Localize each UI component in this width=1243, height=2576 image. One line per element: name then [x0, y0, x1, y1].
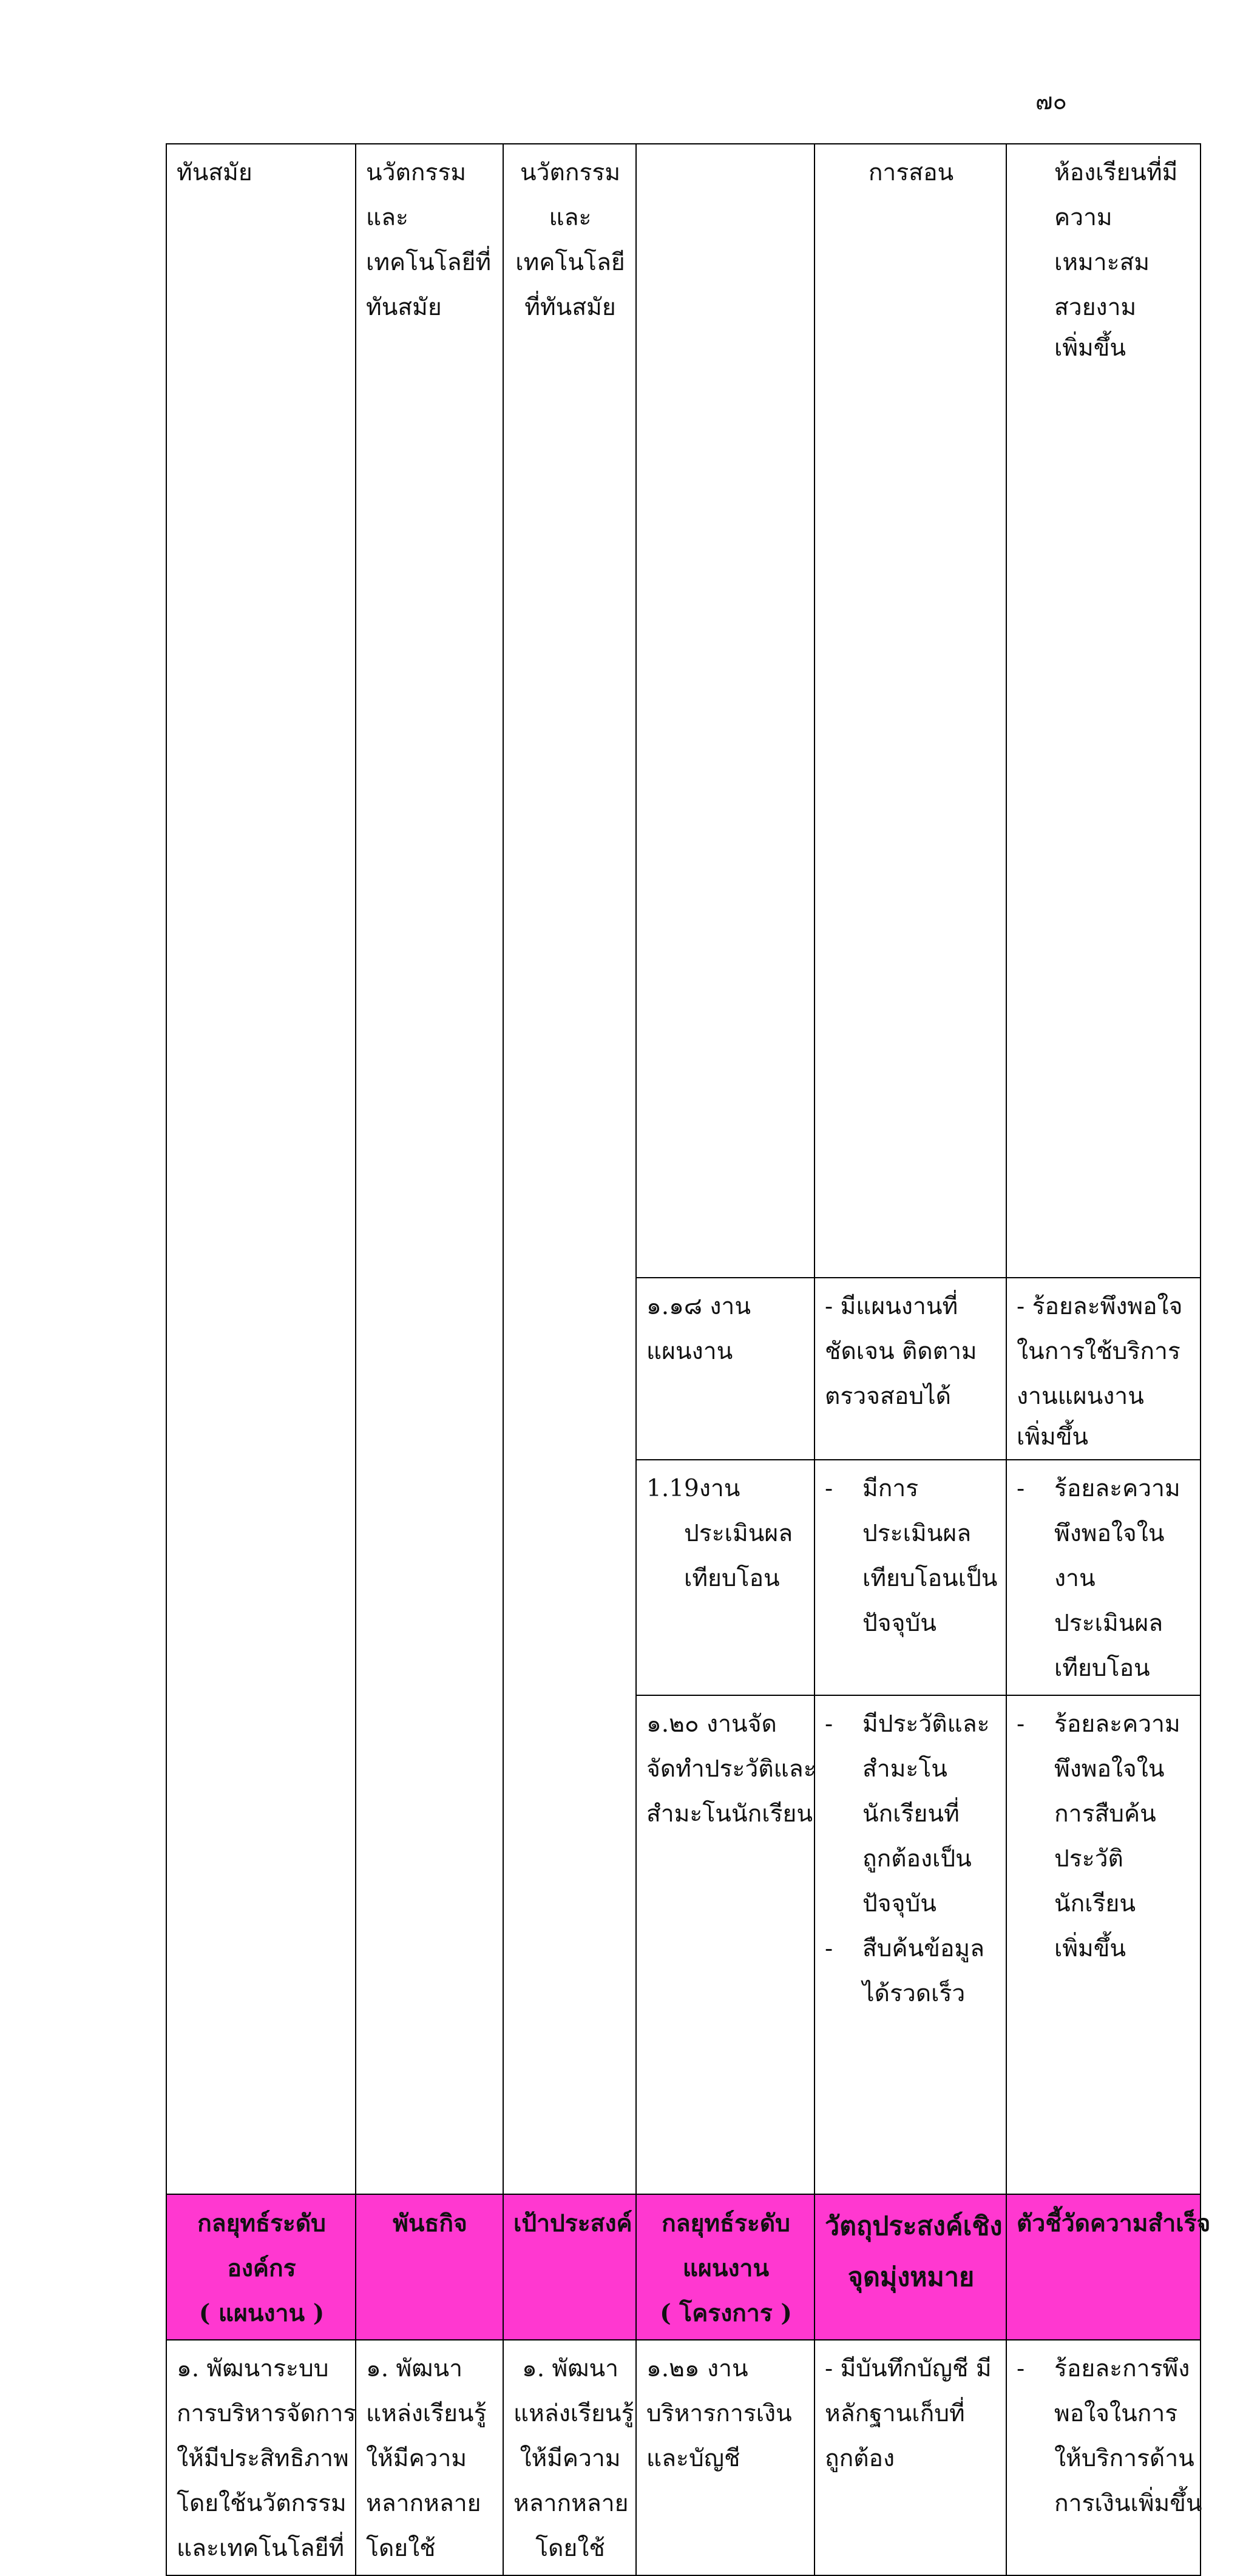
- cell-line: แผนงาน: [646, 1338, 733, 1365]
- header-mission: [356, 2194, 503, 2340]
- cell-line: พอใจในการ: [1054, 2400, 1178, 2427]
- cell-line: แหล่งเรียนรู้: [366, 2400, 487, 2427]
- strategy-plan-table: [166, 143, 1211, 2576]
- cell-line: ประวัติ: [1054, 1845, 1123, 1873]
- cell-line: โดยใช้นวัตกรรม: [177, 2490, 347, 2517]
- cell-line: ให้มีประสิทธิภาพ: [177, 2445, 349, 2472]
- cell-line: นวัตกรรม: [520, 159, 621, 186]
- cell-line: มีประวัติและ: [862, 1710, 990, 1738]
- cell-line: การเงินเพิ่มขึ้น: [1054, 2490, 1202, 2517]
- cell-line: ให้มีความ: [520, 2445, 621, 2472]
- target-cell: [815, 144, 1006, 1278]
- cell-line: จัดทำประวัติและ: [646, 1755, 816, 1783]
- cell-line: หลักฐานเก็บที่: [825, 2400, 965, 2427]
- bullet-dash: -: [1017, 1475, 1025, 1502]
- table-row: [166, 2340, 1201, 2575]
- indicator-cell: [1006, 1460, 1201, 1695]
- cell-line: - มีแผนงานที่: [825, 1293, 958, 1320]
- cell-line: ถูกต้อง: [825, 2445, 895, 2472]
- cell-line: ๑. พัฒนา: [366, 2355, 463, 2382]
- cell-line: เพิ่มขึ้น: [1054, 1935, 1126, 1962]
- cell-line: ประเมินผล: [1054, 1610, 1163, 1637]
- target-cell: [815, 1460, 1006, 1695]
- cell-line: ในการใช้บริการ: [1017, 1338, 1180, 1365]
- cell-line: เหมาะสม: [1054, 249, 1150, 276]
- header-line: แผนงาน: [682, 2254, 770, 2282]
- cell-line: และ: [366, 204, 408, 231]
- cell-line: ให้บริการด้าน: [1054, 2445, 1194, 2472]
- header-line: วัตถุประสงค์เชิง: [825, 2211, 1003, 2242]
- cell-line: และบัญชี: [646, 2445, 740, 2472]
- goal-cell: [503, 2340, 636, 2575]
- header-line: ( โครงการ ): [660, 2299, 792, 2327]
- target-cell: [815, 1278, 1006, 1460]
- plan-cell: [636, 2340, 815, 2575]
- header-line: จุดมุ่งหมาย: [847, 2262, 975, 2293]
- cell-line: ๑.๑๘ งาน: [646, 1293, 751, 1320]
- cell-line: หลากหลาย: [513, 2490, 629, 2517]
- cell-line: ได้รวดเร็ว: [862, 1980, 966, 2007]
- cell-line: เทคโนโลยี: [515, 249, 625, 276]
- cell-line: ที่ทันสมัย: [524, 294, 616, 321]
- bullet-dash: -: [1017, 1710, 1025, 1738]
- cell-line: โดยใช้: [366, 2535, 436, 2562]
- header-plan: [636, 2194, 815, 2340]
- strategy-cell: [166, 2340, 356, 2575]
- cell-line: เพิ่มขึ้น: [1017, 1423, 1089, 1451]
- bullet-dash: -: [1017, 2355, 1025, 2382]
- cell-line: การสืบค้น: [1054, 1800, 1156, 1828]
- cell-line: เทียบโอน: [1054, 1655, 1150, 1682]
- header-line: ( แผนงาน ): [198, 2299, 325, 2327]
- cell-line: โดยใช้: [535, 2535, 605, 2562]
- cell-line: หลากหลาย: [366, 2490, 481, 2517]
- page-number: ๗๐: [1035, 88, 1067, 115]
- cell-line: ถูกต้องเป็น: [862, 1845, 972, 1873]
- cell-line: ร้อยละความ: [1054, 1710, 1180, 1738]
- cell-line: 1.19งาน: [646, 1475, 740, 1502]
- cell-line: - ร้อยละพึงพอใจ: [1017, 1293, 1183, 1320]
- cell-line: ๑. พัฒนาระบบ: [177, 2355, 329, 2382]
- bullet-dash: -: [825, 1475, 833, 1502]
- cell-line: ๑.๒๑ งาน: [646, 2355, 748, 2382]
- bullet-dash: -: [825, 1710, 833, 1738]
- cell-line: เทคโนโลยีที่: [366, 249, 492, 276]
- cell-line: งานแผนงาน: [1017, 1383, 1144, 1410]
- table-row: [166, 144, 1201, 1278]
- header-target: [815, 2194, 1006, 2340]
- cell-line: เทียบโอนเป็น: [862, 1565, 998, 1592]
- header-line: องค์กร: [227, 2254, 296, 2282]
- cell-line: พึงพอใจใน: [1054, 1520, 1165, 1547]
- header-strategy: [166, 2194, 356, 2340]
- cell-line: ห้องเรียนที่มี: [1054, 159, 1178, 186]
- cell-line: เทียบโอน: [684, 1565, 780, 1592]
- cell-line: นักเรียน: [1054, 1890, 1136, 1917]
- cell-line: ประเมินผล: [862, 1520, 972, 1547]
- cell-line: ประเมินผล: [684, 1520, 793, 1547]
- cell-line: ความ: [1054, 204, 1113, 231]
- target-cell: [815, 2340, 1006, 2575]
- indicator-cell: [1006, 1278, 1201, 1460]
- cell-line: ปัจจุบัน: [862, 1890, 936, 1917]
- cell-line: ทันสมัย: [177, 159, 252, 186]
- cell-line: การสอน: [868, 159, 954, 186]
- cell-line: ๑. พัฒนา: [521, 2355, 619, 2382]
- cell-line: สำมะโนนักเรียน: [646, 1800, 813, 1828]
- mission-cell: [356, 2340, 503, 2575]
- header-line: ตัวชี้วัดความสำเร็จ: [1017, 2209, 1211, 2237]
- indicator-cell: [1006, 144, 1201, 1278]
- cell-line: ร้อยละการพึง: [1054, 2355, 1190, 2382]
- cell-line: พึงพอใจใน: [1054, 1755, 1165, 1783]
- header-line: กลยุทธ์ระดับ: [662, 2209, 790, 2237]
- header-indicator: [1006, 2194, 1211, 2340]
- cell-line: การบริหารจัดการ: [177, 2400, 356, 2427]
- cell-line: ร้อยละความ: [1054, 1475, 1180, 1502]
- goal-cell: [503, 144, 636, 2194]
- plan-cell: [636, 1278, 815, 1460]
- cell-line: ชัดเจน ติดตาม: [825, 1338, 977, 1365]
- header-line: กลยุทธ์ระดับ: [197, 2209, 326, 2237]
- header-line: เป้าประสงค์: [513, 2209, 632, 2237]
- cell-line: งาน: [1054, 1565, 1096, 1592]
- cell-line: ๑.๒๐ งานจัด: [646, 1710, 777, 1738]
- cell-line: สำมะโน: [862, 1755, 947, 1783]
- strategy-cell: [166, 144, 356, 2194]
- cell-line: สวยงาม: [1054, 294, 1137, 321]
- cell-line: ให้มีความ: [366, 2445, 467, 2472]
- plan-cell: [636, 1460, 815, 1695]
- cell-line: ตรวจสอบได้: [825, 1383, 951, 1410]
- cell-line: แหล่งเรียนรู้: [513, 2400, 634, 2427]
- cell-line: มีการ: [862, 1475, 919, 1502]
- mission-cell: [356, 144, 503, 2194]
- cell-line: เพิ่มขึ้น: [1054, 334, 1126, 362]
- plan-cell: [636, 1695, 815, 2194]
- cell-line: - มีบันทึกบัญชี มี: [825, 2355, 992, 2382]
- cell-line: และ: [549, 204, 592, 231]
- cell-line: บริหารการเงิน: [646, 2400, 792, 2427]
- target-cell: [815, 1695, 1006, 2194]
- cell-line: และเทคโนโลยีที่: [177, 2535, 345, 2562]
- indicator-cell: [1006, 1695, 1201, 2194]
- cell-line: สืบค้นข้อมูล: [862, 1935, 984, 1962]
- plan-cell: [636, 144, 815, 1278]
- header-goal: [503, 2194, 636, 2340]
- table-header-row: [166, 2194, 1201, 2340]
- cell-line: ปัจจุบัน: [862, 1610, 936, 1637]
- header-line: พันธกิจ: [393, 2209, 467, 2237]
- cell-line: นวัตกรรม: [366, 159, 467, 186]
- cell-line: นักเรียนที่: [862, 1800, 960, 1828]
- indicator-cell: [1006, 2340, 1201, 2575]
- cell-line: ทันสมัย: [366, 294, 442, 321]
- bullet-dash: -: [825, 1935, 833, 1962]
